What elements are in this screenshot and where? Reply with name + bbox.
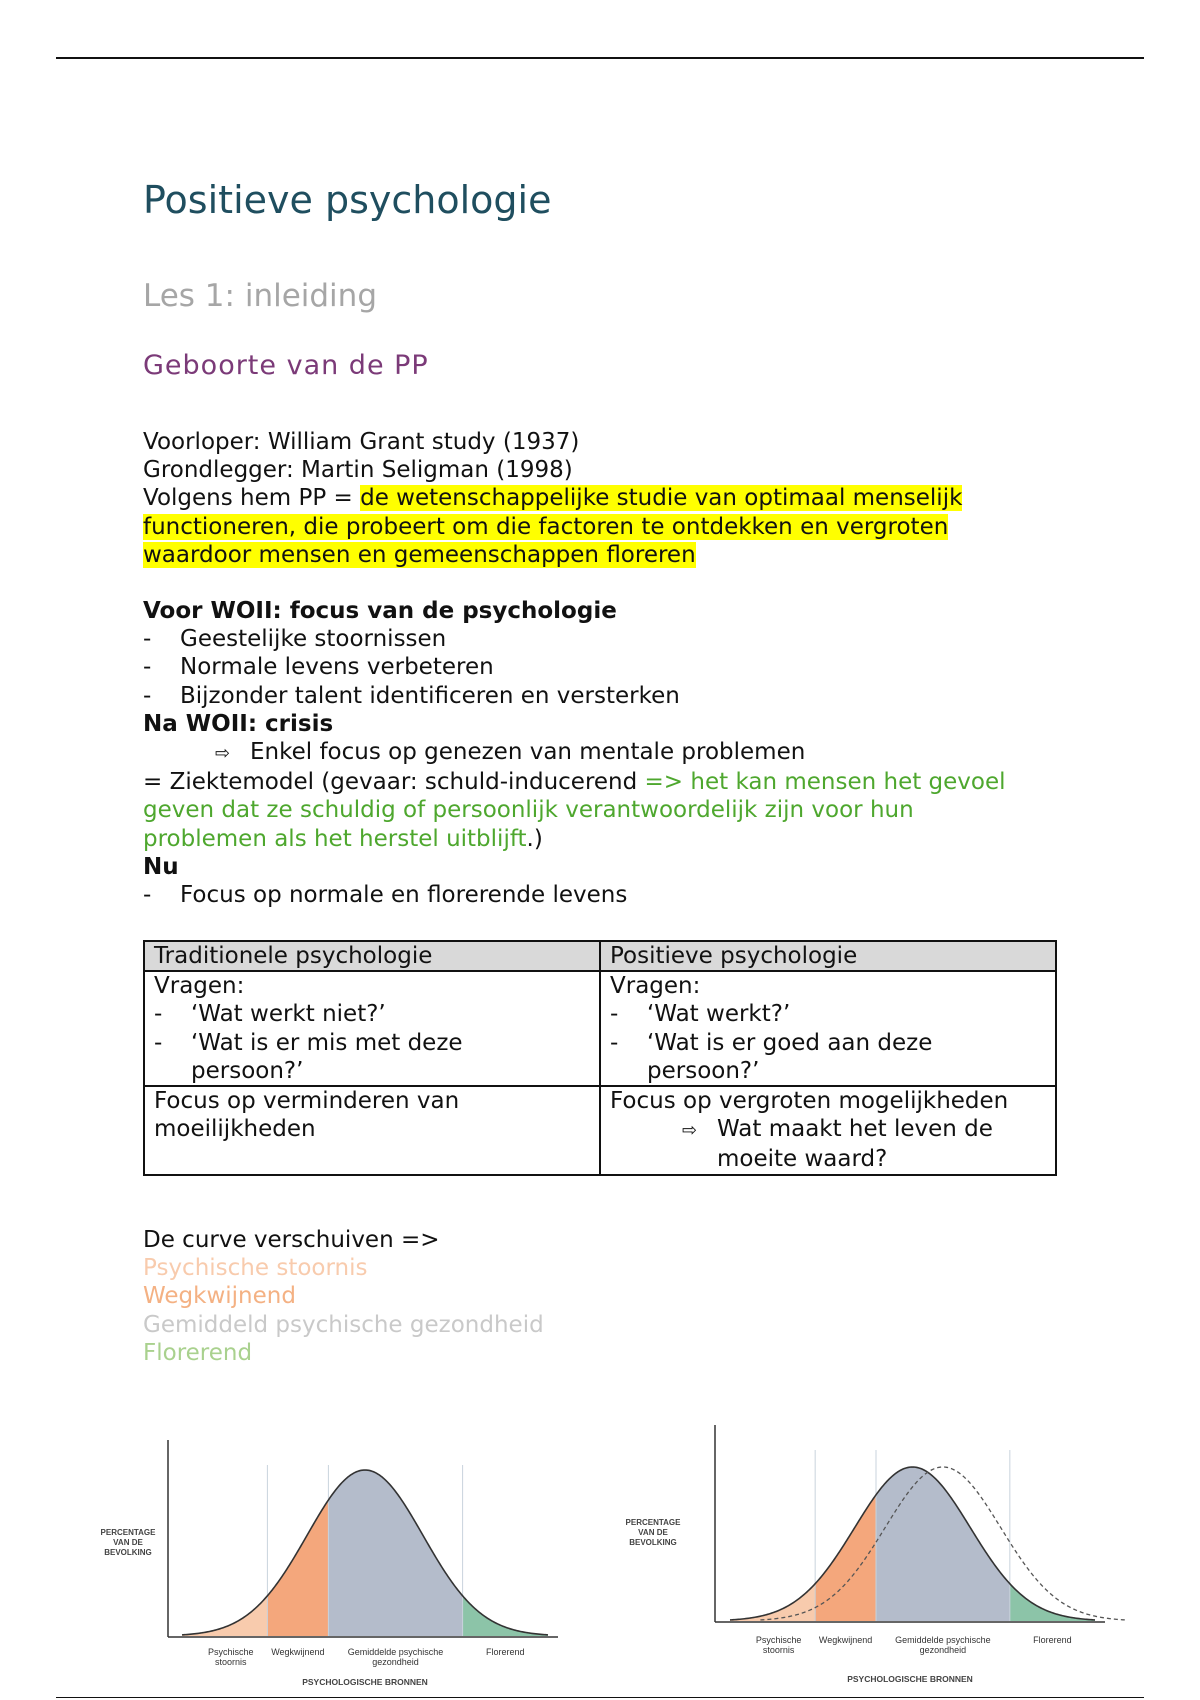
spacer bbox=[143, 569, 1103, 597]
region-1 bbox=[815, 1495, 876, 1621]
distribution-chart-shifted bbox=[625, 1420, 1145, 1695]
bullet-dash: - bbox=[143, 882, 152, 909]
curve-intro: De curve verschuiven => bbox=[143, 1227, 440, 1253]
definition-highlight-2: functioneren, die probeert om die factoren te ontdekken en vergroten bbox=[143, 513, 949, 540]
list-item-text: Bijzonder talent identificeren en versterken bbox=[180, 682, 680, 709]
legend-psychic-disorder: Psychische stoornis bbox=[143, 1255, 368, 1282]
cell-bullet-text: ‘Wat werkt?’ bbox=[647, 1001, 791, 1028]
y-axis-label: PERCENTAGE VAN DE BEVOLKING bbox=[625, 1518, 681, 1547]
x-region-label: Wegkwijnend bbox=[818, 1635, 873, 1645]
region-2 bbox=[328, 1470, 462, 1636]
arrow-right-icon: ⇨ bbox=[682, 1120, 698, 1142]
bullet-dash: - bbox=[610, 1001, 619, 1028]
lesson-subtitle: Les 1: inleiding bbox=[143, 278, 377, 314]
disease-model-line bbox=[143, 768, 1103, 796]
top-rule bbox=[56, 57, 1144, 59]
legend-languishing: Wegkwijnend bbox=[143, 1283, 296, 1310]
cell-text: Focus op vergroten mogelijkheden bbox=[610, 1088, 1009, 1115]
bottom-rule bbox=[56, 1697, 1144, 1698]
list-item bbox=[143, 653, 1103, 681]
disease-model-green-1: => het kan mensen het gevoel bbox=[644, 769, 1006, 796]
list-item bbox=[143, 625, 1103, 653]
y-axis-label: PERCENTAGE VAN DE BEVOLKING bbox=[100, 1528, 156, 1557]
table-cell bbox=[144, 971, 600, 1086]
intro-line-precursor: Voorloper: William Grant study (1937) bbox=[143, 429, 580, 455]
region-0 bbox=[182, 1596, 267, 1636]
list-item-text: Geestelijke stoornissen bbox=[180, 626, 447, 653]
disease-model-suffix: .) bbox=[526, 825, 543, 852]
bullet-dash: - bbox=[154, 1029, 163, 1056]
region-1 bbox=[267, 1500, 328, 1636]
legend-flourishing: Florerend bbox=[143, 1339, 253, 1366]
intro-line-definition bbox=[143, 484, 1103, 512]
bullet-dash: - bbox=[143, 682, 152, 709]
distribution-chart-original bbox=[90, 1430, 600, 1695]
x-region-label: Gemiddelde psychische gezondheid bbox=[895, 1635, 991, 1655]
disease-model-line-3 bbox=[143, 825, 1103, 853]
x-region-label: Psychische stoornis bbox=[755, 1635, 802, 1655]
arrow-item bbox=[143, 738, 1103, 768]
disease-model-prefix: = Ziektemodel (gevaar: schuld-inducerend bbox=[143, 769, 645, 796]
table-header-row bbox=[144, 941, 1056, 971]
cell-label: Vragen: bbox=[610, 973, 701, 1000]
cell-bullet-text: ‘Wat is er goed aan deze bbox=[647, 1029, 933, 1056]
cell-bullet-text: ‘Wat werkt niet?’ bbox=[191, 1001, 386, 1028]
comparison-table bbox=[143, 940, 1057, 1176]
table-cell bbox=[600, 971, 1056, 1086]
list-item bbox=[143, 881, 1103, 909]
x-axis-title: PSYCHOLOGISCHE BRONNEN bbox=[847, 1674, 973, 1684]
intro-line-definition-2 bbox=[143, 513, 1103, 541]
section-heading: Geboorte van de PP bbox=[143, 350, 429, 381]
x-region-label: Wegkwijnend bbox=[271, 1647, 325, 1657]
page-title: Positieve psychologie bbox=[143, 178, 552, 222]
disease-model-green-3: problemen als het herstel uitblijft bbox=[143, 825, 527, 852]
table-header-positive: Positieve psychologie bbox=[600, 941, 1056, 971]
region-2 bbox=[876, 1467, 1010, 1621]
arrow-item-text: Enkel focus op genezen van mentale problemen bbox=[250, 739, 806, 766]
bullet-dash: - bbox=[143, 626, 152, 653]
intro-line-definition-3 bbox=[143, 541, 1103, 569]
table-cell bbox=[600, 1086, 1056, 1175]
arrow-right-icon: ⇨ bbox=[215, 743, 231, 765]
region-0 bbox=[730, 1584, 815, 1621]
list-item-text: Focus op normale en florerende levens bbox=[180, 882, 628, 909]
region-3 bbox=[1010, 1584, 1095, 1621]
cell-text: Focus op verminderen van bbox=[154, 1088, 460, 1115]
bullet-dash: - bbox=[154, 1001, 163, 1028]
list-item-text: Normale levens verbeteren bbox=[180, 654, 494, 681]
cell-arrow-text: Wat maakt het leven de bbox=[717, 1116, 993, 1143]
x-region-label: Gemiddelde psychische gezondheid bbox=[347, 1647, 444, 1667]
document-body bbox=[143, 428, 1103, 909]
legend-average-health: Gemiddeld psychische gezondheid bbox=[143, 1311, 544, 1338]
intro-line-founder: Grondlegger: Martin Seligman (1998) bbox=[143, 457, 573, 484]
cell-arrow-item bbox=[610, 1115, 1046, 1145]
after-ww2-heading: Na WOII: crisis bbox=[143, 710, 334, 737]
cell-bullet bbox=[610, 1000, 1046, 1028]
table-cell bbox=[144, 1086, 600, 1175]
table-row bbox=[144, 971, 1056, 1086]
disease-model-green-2: geven dat ze schuldig of persoonlijk verantwoordelijk zijn voor hun bbox=[143, 797, 914, 824]
now-heading: Nu bbox=[143, 853, 179, 880]
definition-highlight-1: de wetenschappelijke studie van optimaal menselijk bbox=[360, 485, 963, 512]
region-3 bbox=[463, 1596, 548, 1636]
cell-arrow-cont: moeite waard? bbox=[717, 1146, 888, 1173]
definition-highlight-3: waardoor mensen en gemeenschappen floreren bbox=[143, 541, 696, 568]
definition-prefix: Volgens hem PP = bbox=[143, 485, 361, 512]
cell-bullet bbox=[154, 1029, 590, 1057]
cell-label: Vragen: bbox=[154, 973, 245, 1000]
cell-bullet-cont: persoon?’ bbox=[191, 1057, 304, 1084]
x-axis-title: PSYCHOLOGISCHE BRONNEN bbox=[302, 1677, 428, 1687]
cell-bullet bbox=[610, 1029, 1046, 1057]
before-ww2-heading: Voor WOII: focus van de psychologie bbox=[143, 598, 617, 625]
cell-text: moeilijkheden bbox=[154, 1116, 316, 1143]
table-header-traditional: Traditionele psychologie bbox=[144, 941, 600, 971]
list-item bbox=[143, 682, 1103, 710]
x-region-label: Psychische stoornis bbox=[208, 1647, 254, 1667]
x-region-label: Florerend bbox=[1033, 1635, 1072, 1645]
curve-section bbox=[143, 1226, 544, 1367]
bullet-dash: - bbox=[610, 1029, 619, 1056]
cell-bullet-cont: persoon?’ bbox=[647, 1057, 760, 1084]
x-region-label: Florerend bbox=[486, 1647, 525, 1657]
cell-bullet-text: ‘Wat is er mis met deze bbox=[191, 1029, 463, 1056]
bullet-dash: - bbox=[143, 654, 152, 681]
table-row bbox=[144, 1086, 1056, 1175]
cell-bullet bbox=[154, 1000, 590, 1028]
